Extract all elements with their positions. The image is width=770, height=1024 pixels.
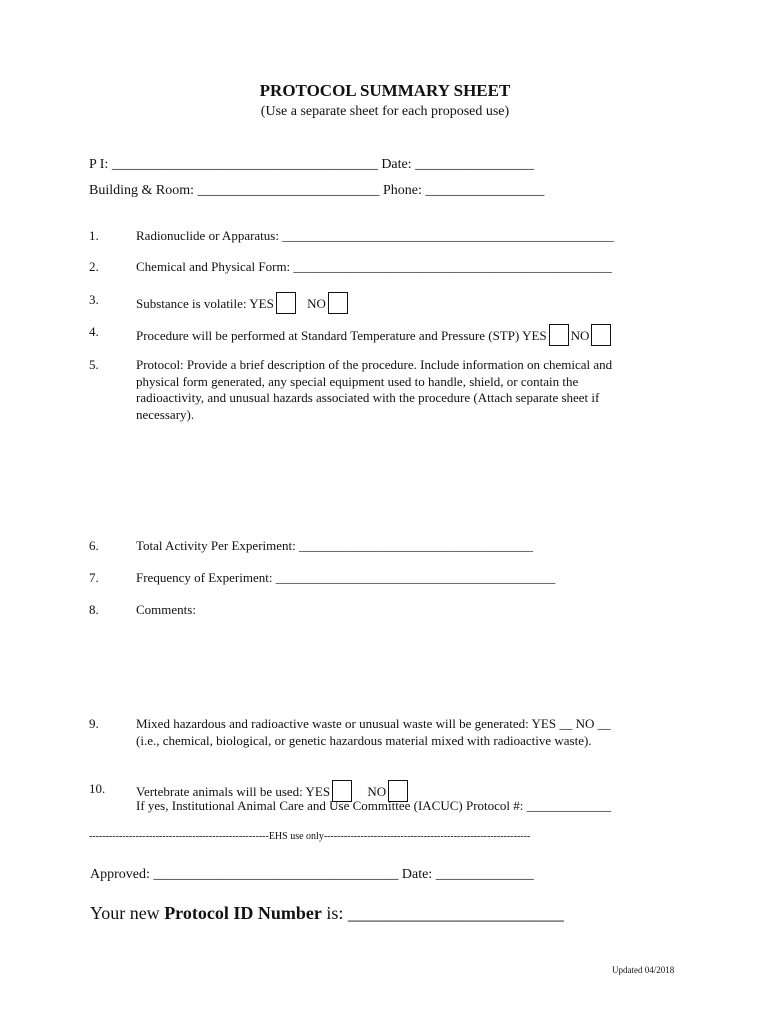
volatile-yes-checkbox[interactable] bbox=[276, 292, 296, 314]
protocol-id-bold: Protocol ID Number bbox=[164, 903, 322, 923]
item-number: 8. bbox=[89, 602, 99, 617]
ehs-divider: ------------------------------------------------------EHS use only-------------------------------------------------------------- bbox=[89, 831, 531, 842]
item-number: 1. bbox=[89, 228, 99, 243]
protocol-id-line[interactable] bbox=[90, 903, 564, 924]
item-number: 4. bbox=[89, 324, 99, 339]
page-title: PROTOCOL SUMMARY SHEET bbox=[259, 81, 511, 100]
stp-yes-checkbox[interactable] bbox=[549, 324, 569, 346]
chemical-form-field[interactable]: Chemical and Physical Form: _________________________________________________ bbox=[136, 259, 612, 274]
volatile-no-label: NO bbox=[307, 296, 326, 311]
stp-no-checkbox[interactable] bbox=[591, 324, 611, 346]
item-number: 2. bbox=[89, 259, 99, 274]
volatile-no-checkbox[interactable] bbox=[328, 292, 348, 314]
pi-date-line[interactable]: P I: ______________________________________ Date: _________________ bbox=[89, 157, 535, 172]
protocol-id-prefix: Your new bbox=[90, 903, 165, 923]
item-number: 10. bbox=[89, 781, 106, 796]
radionuclide-field[interactable]: Radionuclide or Apparatus: ___________________________________________________ bbox=[136, 228, 614, 243]
item-number: 9. bbox=[89, 716, 99, 731]
item-number: 7. bbox=[89, 570, 99, 585]
volatile-label: Substance is volatile: YES bbox=[136, 296, 274, 311]
item-number: 3. bbox=[89, 292, 99, 307]
volatile-row bbox=[136, 292, 350, 314]
vertebrate-no-label: NO bbox=[367, 784, 387, 799]
iacuc-protocol-field[interactable]: If yes, Institutional Animal Care and Use Committee (IACUC) Protocol #: _____________ bbox=[136, 798, 612, 813]
page-subtitle: (Use a separate sheet for each proposed use) bbox=[260, 104, 510, 119]
stp-no-label: NO bbox=[570, 328, 590, 343]
stp-label: Procedure will be performed at Standard Temperature and Pressure (STP) YES bbox=[136, 328, 547, 343]
item-number: 5. bbox=[89, 357, 99, 372]
mixed-waste-note: (i.e., chemical, biological, or genetic hazardous material mixed with radioactive waste). bbox=[136, 733, 592, 748]
stp-row bbox=[136, 324, 613, 346]
protocol-description: Protocol: Provide a brief description of the procedure. Include information on chemical and physical form generated, any special equipment used to handle, shield, or contain the radioactivity, and unusual hazards associated with the procedure (Attach separate sheet if necessary). bbox=[136, 357, 613, 422]
frequency-field[interactable]: Frequency of Experiment: ___________________________________________ bbox=[136, 570, 556, 585]
building-phone-line[interactable]: Building & Room: __________________________ Phone: _________________ bbox=[89, 183, 545, 198]
protocol-id-suffix: is: ________________________ bbox=[321, 903, 564, 923]
approved-date-line[interactable]: Approved: ___________________________________ Date: ______________ bbox=[90, 867, 534, 882]
vertebrate-label: Vertebrate animals will be used: YES bbox=[136, 784, 331, 799]
mixed-waste-field[interactable]: Mixed hazardous and radioactive waste or unusual waste will be generated: YES __ NO __ bbox=[136, 716, 611, 731]
item-number: 6. bbox=[89, 538, 99, 553]
comments-label: Comments: bbox=[136, 602, 196, 617]
updated-date: Updated 04/2018 bbox=[612, 965, 675, 975]
total-activity-field[interactable]: Total Activity Per Experiment: ____________________________________ bbox=[136, 538, 534, 553]
